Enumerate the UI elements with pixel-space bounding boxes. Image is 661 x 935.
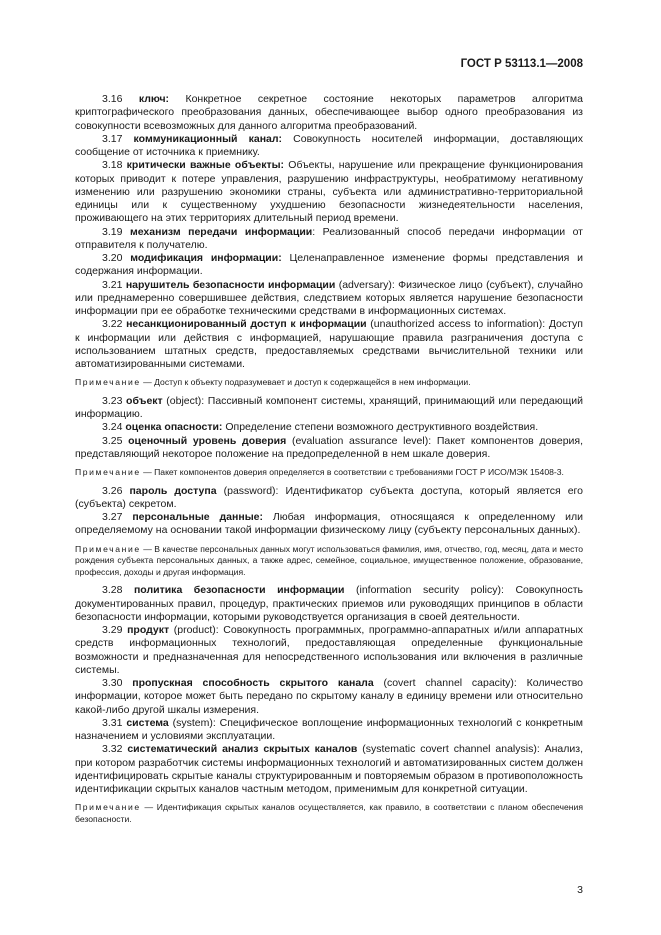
definition-number: 3.26 bbox=[102, 484, 123, 497]
definition-paragraph bbox=[75, 226, 583, 253]
document-header: ГОСТ Р 53113.1—2008 bbox=[460, 58, 583, 70]
definition-number: 3.29 bbox=[102, 624, 123, 637]
definition-number: 3.25 bbox=[102, 434, 123, 447]
definition-number: 3.22 bbox=[102, 318, 123, 331]
definition-number: 3.30 bbox=[102, 677, 123, 690]
definition-term: персональные данные: bbox=[132, 511, 264, 524]
definition-paragraph bbox=[75, 511, 583, 538]
note-paragraph bbox=[75, 377, 583, 389]
definition-term: оценочный уровень доверия bbox=[128, 434, 287, 447]
definition-text: : Реализованный способ передачи информации от отправителя к получателю. bbox=[75, 225, 583, 251]
note-label: Примечание bbox=[75, 543, 141, 554]
definition-number: 3.32 bbox=[102, 743, 123, 756]
definition-paragraph bbox=[75, 421, 583, 434]
definition-number: 3.21 bbox=[102, 278, 123, 291]
definition-text: Объекты, нарушение или прекращение функционирования которых приводит к потере управления, разрушению инфраструктуры, необратимому негативному изменению или разрушению экономики страны, субъекта или административно-территориальной единицы или к существенному ухудшению безопасности жизнедеятельности населения, проживающего на этих территориях длительный период времени. bbox=[75, 159, 584, 225]
definition-term: пропускная способность скрытого канала bbox=[132, 677, 374, 690]
note-text: — Пакет компонентов доверия определяется в соответствии с требованиями ГОСТ Р ИСО/МЭК 15408-3. bbox=[140, 467, 564, 478]
definition-term: критически важные объекты: bbox=[126, 159, 285, 172]
definition-term: коммуникационный канал: bbox=[133, 132, 283, 145]
definition-number: 3.18 bbox=[102, 159, 123, 172]
document-body bbox=[75, 93, 583, 832]
note-label: Примечание bbox=[75, 802, 141, 813]
definition-text: Целенаправленное изменение формы представления и содержания информации. bbox=[75, 252, 583, 278]
definition-number: 3.28 bbox=[102, 584, 123, 597]
definition-text: (system): Специфическое воплощение информационных технологий с конкретным назначением и условиями эксплуатации. bbox=[75, 716, 583, 743]
definition-text: (product): Совокупность программных, программно-аппаратных и/или аппаратных средств информационных технологий, предоставляющая определенные функциональные возможности и предназначенная для непосредственного использования или включения в различные системы. bbox=[75, 624, 583, 676]
definition-term: оценка опасности: bbox=[125, 421, 223, 434]
note-paragraph bbox=[75, 544, 583, 579]
definition-paragraph bbox=[75, 395, 583, 422]
definition-term: несанкционированный доступ к информации bbox=[126, 318, 367, 331]
note-label: Примечание bbox=[75, 377, 141, 388]
definition-number: 3.20 bbox=[102, 252, 123, 264]
definition-text: Любая информация, относящаяся к определенному или определяемому на основании такой информации физическому лицу (субъекту персональных данных). bbox=[75, 511, 584, 537]
definition-term: объект bbox=[126, 394, 163, 407]
definition-paragraph bbox=[75, 743, 583, 796]
definition-paragraph bbox=[75, 93, 583, 133]
definition-paragraph bbox=[75, 159, 583, 225]
definition-text: (object): Пассивный компонент системы, хранящий, принимающий или передающий информацию. bbox=[75, 394, 584, 421]
definition-paragraph bbox=[75, 584, 583, 624]
note-text: — В качестве персональных данных могут использоваться фамилия, имя, отчество, год, месяц, дата и место рождения субъекта персональных данных, а также адрес, семейное, социальное, имущественное положение, образование, профессия, доходы и другая информация. bbox=[75, 543, 583, 577]
definition-term: механизм передачи информации bbox=[129, 225, 313, 238]
definition-text: (systematic covert channel analysis): Анализ, при котором разработчик системы информационных технологий и автоматизированных систем должен идентифицировать скрытые каналы структурированным и повторяемым образом в противоположность идентификации скрытых каналов частным методом, применимым для конкретной ситуации. bbox=[75, 743, 583, 796]
definition-paragraph bbox=[75, 624, 583, 677]
definition-number: 3.17 bbox=[102, 132, 123, 145]
definition-number: 3.23 bbox=[102, 394, 123, 407]
definition-number: 3.16 bbox=[102, 93, 123, 105]
page-number: 3 bbox=[577, 884, 583, 896]
definition-term: пароль доступа bbox=[129, 484, 217, 497]
definition-term: система bbox=[126, 716, 169, 729]
definition-term: ключ: bbox=[138, 93, 170, 105]
note-label: Примечание bbox=[75, 467, 141, 478]
definition-text: Определение степени возможного деструктивного воздействия. bbox=[222, 421, 539, 434]
definition-paragraph bbox=[75, 435, 583, 462]
note-paragraph bbox=[75, 802, 583, 825]
definition-paragraph bbox=[75, 677, 583, 717]
definition-text: (password): Идентификатор субъекта доступа, который является его (субъекта) секретом. bbox=[75, 484, 583, 510]
definition-term: продукт bbox=[127, 624, 170, 637]
definition-text: (covert channel capacity): Количество информации, которое может быть передано по скрытому каналу в единицу времени или относительно какой-либо другой шкалы измерения. bbox=[75, 677, 584, 716]
note-text: — Идентификация скрытых каналов осуществляется, как правило, в соответствии с планом обеспечения безопасности. bbox=[75, 802, 583, 825]
definition-term: нарушитель безопасности информации bbox=[125, 278, 336, 291]
definition-text: Совокупность носителей информации, доставляющих сообщение от источника к приемнику. bbox=[75, 132, 583, 158]
definition-text: (information security policy): Совокупность документированных правил, процедур, практических приемов или руководящих принципов в области безопасности информации, которыми руководствуется организация в своей деятельности. bbox=[75, 584, 583, 623]
definition-number: 3.31 bbox=[102, 716, 123, 729]
definition-term: систематический анализ скрытых каналов bbox=[127, 743, 358, 756]
definition-text: Конкретное секретное состояние некоторых параметров алгоритма криптографического преобразования данных, обеспечивающее выбор одного преобразования из совокупности всевозможных для данного алгоритма преобразований. bbox=[75, 93, 583, 132]
definition-paragraph bbox=[75, 717, 583, 744]
definition-paragraph bbox=[75, 318, 583, 371]
note-text: — Доступ к объекту подразумевает и доступ к содержащейся в нем информации. bbox=[140, 377, 471, 388]
definition-number: 3.19 bbox=[102, 225, 123, 238]
definition-paragraph bbox=[75, 252, 583, 279]
definition-paragraph bbox=[75, 279, 583, 319]
definition-term: политика безопасности информации bbox=[133, 584, 345, 597]
definition-number: 3.24 bbox=[102, 421, 123, 434]
definition-text: (evaluation assurance level): Пакет компонентов доверия, представляющий некоторое положение на предопределенной в нем шкале доверия. bbox=[75, 434, 583, 460]
definition-number: 3.27 bbox=[102, 511, 123, 524]
definition-text: (adversary): Физическое лицо (субъект), случайно или преднамеренно совершившее действия, следствием которых является нарушение безопасности информации при ее обработке техническими средствами в информационных системах. bbox=[75, 278, 583, 317]
definition-text: (unauthorized access to information): Доступ к информации или действия с информацией, нарушающие правила разграничения доступа с использованием штатных средств, предоставляемых средствами вычислительной техники или автоматизированными системами. bbox=[75, 318, 583, 370]
definition-paragraph bbox=[75, 485, 583, 512]
definition-term: модификация информации: bbox=[130, 252, 282, 264]
definition-paragraph bbox=[75, 133, 583, 160]
note-paragraph bbox=[75, 467, 583, 479]
